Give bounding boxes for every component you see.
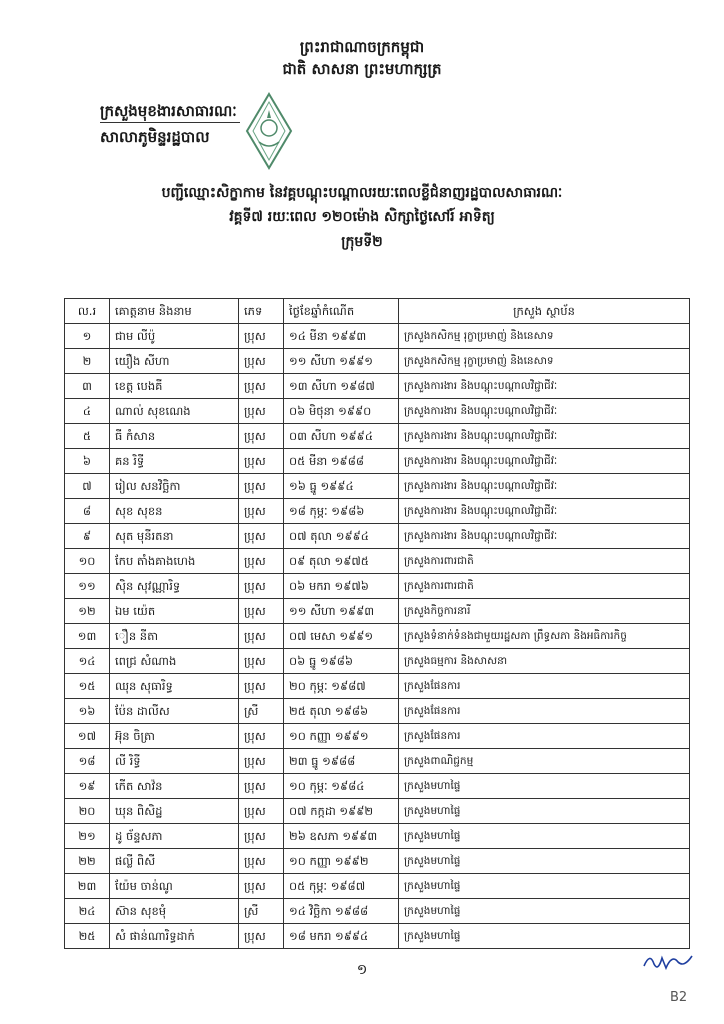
cell-sex: ស្រី bbox=[239, 699, 284, 724]
table-row bbox=[65, 349, 690, 374]
cell-no: ២៤ bbox=[65, 899, 110, 924]
kingdom-heading: ព្រះរាជាណាចក្រកម្ពុជា bbox=[299, 38, 425, 56]
cell-dob: ០៧ មេសា ១៩៩១ bbox=[284, 624, 399, 649]
cell-dob: ១៤ វិច្ឆិកា ១៩៨៨ bbox=[284, 899, 399, 924]
cell-dob: ០៣ សីហា ១៩៩៤ bbox=[284, 424, 399, 449]
cell-name: គន រិទ្ធី bbox=[110, 449, 239, 474]
cell-sex: ប្រុស bbox=[239, 399, 284, 424]
cell-dob: ១៦ ធ្នូ ១៩៩៤ bbox=[284, 474, 399, 499]
cell-no: ១ bbox=[65, 324, 110, 349]
cell-name: ដូ ច័ន្ទសភា bbox=[110, 824, 239, 849]
cell-sex: ប្រុស bbox=[239, 774, 284, 799]
table-row bbox=[65, 474, 690, 499]
cell-dob: ០៥ មីនា ១៩៨៨ bbox=[284, 449, 399, 474]
national-motto: ជាតិ សាសនា ព្រះមហាក្សត្រ bbox=[282, 60, 442, 78]
cell-name: យឿង សីហា bbox=[110, 349, 239, 374]
cell-dob: ០៧ តុលា ១៩៩៤ bbox=[284, 524, 399, 549]
table-row bbox=[65, 924, 690, 949]
cell-institution: ក្រសួងការពារជាតិ bbox=[399, 549, 690, 574]
cell-institution: ក្រសួងមហាផ្ទៃ bbox=[399, 774, 690, 799]
table-row bbox=[65, 624, 690, 649]
school-name: សាលាភូមិន្ទរដ្ឋបាល bbox=[100, 128, 210, 146]
cell-sex: ប្រុស bbox=[239, 674, 284, 699]
cell-institution: ក្រសួងផែនការ bbox=[399, 724, 690, 749]
cell-institution: ក្រសួងកសិកម្ម រុក្ខាប្រមាញ់ និងនេសាទ bbox=[399, 324, 690, 349]
cell-dob: ០៦ ធ្នូ ១៩៨៦ bbox=[284, 649, 399, 674]
ministry-underline bbox=[100, 122, 240, 123]
table-row bbox=[65, 399, 690, 424]
cell-no: ៥ bbox=[65, 424, 110, 449]
cell-sex: ប្រុស bbox=[239, 599, 284, 624]
cell-institution: ក្រសួងការងារ និងបណ្តុះបណ្តាលវិជ្ជាជីវៈ bbox=[399, 449, 690, 474]
school-emblem-icon bbox=[245, 92, 293, 170]
header-institution: ក្រសួង ស្ថាប័ន bbox=[399, 299, 690, 324]
table-row bbox=[65, 899, 690, 924]
cell-institution: ក្រសួងមហាផ្ទៃ bbox=[399, 849, 690, 874]
cell-name: ប៉ែន ដាលីស bbox=[110, 699, 239, 724]
table-row bbox=[65, 374, 690, 399]
cell-institution: ក្រសួងការងារ និងបណ្តុះបណ្តាលវិជ្ជាជីវៈ bbox=[399, 474, 690, 499]
cell-name: លី រិទ្ធី bbox=[110, 749, 239, 774]
cell-name: អ៊ុន ចិត្រា bbox=[110, 724, 239, 749]
cell-no: ៩ bbox=[65, 524, 110, 549]
table-row bbox=[65, 499, 690, 524]
cell-sex: ប្រុស bbox=[239, 374, 284, 399]
cell-no: ១១ bbox=[65, 574, 110, 599]
cell-name: សុត មុនីរតនា bbox=[110, 524, 239, 549]
table-row bbox=[65, 749, 690, 774]
cell-no: ៦ bbox=[65, 449, 110, 474]
cell-institution: ក្រសួងកសិកម្ម រុក្ខាប្រមាញ់ និងនេសាទ bbox=[399, 349, 690, 374]
cell-institution: ក្រសួងការងារ និងបណ្តុះបណ្តាលវិជ្ជាជីវៈ bbox=[399, 424, 690, 449]
cell-institution: ក្រសួងមហាផ្ទៃ bbox=[399, 799, 690, 824]
cell-sex: ប្រុស bbox=[239, 549, 284, 574]
cell-sex: ប្រុស bbox=[239, 474, 284, 499]
cell-dob: ១០ កុម្ភៈ ១៩៨៤ bbox=[284, 774, 399, 799]
cell-name: សំ ផាន់ណារិទ្ធដាក់ bbox=[110, 924, 239, 949]
table-row bbox=[65, 599, 690, 624]
cell-sex: ប្រុស bbox=[239, 799, 284, 824]
cell-dob: ០៥ កុម្ភៈ ១៩៨៧ bbox=[284, 874, 399, 899]
cell-sex: ប្រុស bbox=[239, 624, 284, 649]
cell-dob: ១១ សីហា ១៩៩១ bbox=[284, 349, 399, 374]
table-row bbox=[65, 324, 690, 349]
cell-name: យ៉ែម ចាន់ណូ bbox=[110, 874, 239, 899]
table-row bbox=[65, 724, 690, 749]
cell-name: ផល្លី ពិសី bbox=[110, 849, 239, 874]
cell-no: ២៣ bbox=[65, 874, 110, 899]
cell-sex: ប្រុស bbox=[239, 349, 284, 374]
cell-sex: ប្រុស bbox=[239, 824, 284, 849]
cell-name: ស៊ាន សុខមុំ bbox=[110, 899, 239, 924]
cell-institution: ក្រសួងផែនការ bbox=[399, 699, 690, 724]
cell-dob: ១១ សីហា ១៩៩៣ bbox=[284, 599, 399, 624]
cell-no: ១៤ bbox=[65, 649, 110, 674]
cell-name: ឃុន ពិសិដ្ឋ bbox=[110, 799, 239, 824]
table-row bbox=[65, 774, 690, 799]
cell-no: ៣ bbox=[65, 374, 110, 399]
handwritten-signature bbox=[640, 948, 696, 974]
cell-institution: ក្រសួងការពារជាតិ bbox=[399, 574, 690, 599]
header-name: គោត្តនាម និងនាម bbox=[110, 299, 239, 324]
table-row bbox=[65, 799, 690, 824]
cell-sex: ប្រុស bbox=[239, 499, 284, 524]
table-row bbox=[65, 874, 690, 899]
cell-institution: ក្រសួងធម្មការ និងសាសនា bbox=[399, 649, 690, 674]
participant-table bbox=[64, 298, 690, 949]
cell-no: ១៥ bbox=[65, 674, 110, 699]
table-row bbox=[65, 574, 690, 599]
cell-dob: ១៤ មីនា ១៩៩៣ bbox=[284, 324, 399, 349]
cell-institution: ក្រសួងកិច្ចការនារី bbox=[399, 599, 690, 624]
table-header-row bbox=[65, 299, 690, 324]
cell-dob: ០៩ តុលា ១៩៧៥ bbox=[284, 549, 399, 574]
cell-institution: ក្រសួងមហាផ្ទៃ bbox=[399, 924, 690, 949]
cell-sex: ប្រុស bbox=[239, 924, 284, 949]
cell-institution: ក្រសួងផែនការ bbox=[399, 674, 690, 699]
cell-institution: ក្រសួងមហាផ្ទៃ bbox=[399, 899, 690, 924]
cell-dob: ០៦ មករា ១៩៧៦ bbox=[284, 574, 399, 599]
table-row bbox=[65, 524, 690, 549]
cell-dob: ២៥ តុលា ១៩៨៦ bbox=[284, 699, 399, 724]
header-dob: ថ្ងៃខែឆ្នាំកំណើត bbox=[284, 299, 399, 324]
cell-name: ជាម លីប៉ូ bbox=[110, 324, 239, 349]
cell-no: ១៨ bbox=[65, 749, 110, 774]
cell-name: ឯម យ៉េត bbox=[110, 599, 239, 624]
cell-dob: ០៧ កក្កដា ១៩៩២ bbox=[284, 799, 399, 824]
table-row bbox=[65, 549, 690, 574]
cell-dob: ២៣ ធ្នូ ១៩៨៨ bbox=[284, 749, 399, 774]
cell-name: រៀល សនវិច្ឆិកា bbox=[110, 474, 239, 499]
cell-sex: ប្រុស bbox=[239, 574, 284, 599]
cell-name: ស៊ិន សុវណ្ណារិទ្ធ bbox=[110, 574, 239, 599]
cell-name: កែប តាំងគាងហេង bbox=[110, 549, 239, 574]
cell-no: ២ bbox=[65, 349, 110, 374]
cell-sex: ប្រុស bbox=[239, 324, 284, 349]
cell-no: ១៦ bbox=[65, 699, 110, 724]
cell-institution: ក្រសួងមហាផ្ទៃ bbox=[399, 874, 690, 899]
ministry-name: ក្រសួងមុខងារសាធារណៈ bbox=[100, 102, 237, 120]
cell-dob: ១០ កញ្ញា ១៩៩២ bbox=[284, 849, 399, 874]
cell-sex: ប្រុស bbox=[239, 649, 284, 674]
cell-no: ២៥ bbox=[65, 924, 110, 949]
cell-sex: ប្រុស bbox=[239, 749, 284, 774]
cell-no: ៧ bbox=[65, 474, 110, 499]
table-row bbox=[65, 424, 690, 449]
cell-no: ២២ bbox=[65, 849, 110, 874]
cell-no: ១០ bbox=[65, 549, 110, 574]
cell-no: ៨ bbox=[65, 499, 110, 524]
cell-dob: ១៨ កុម្ភៈ ១៩៨៦ bbox=[284, 499, 399, 524]
table-row bbox=[65, 824, 690, 849]
cell-institution: ក្រសួងពាណិជ្ជកម្ម bbox=[399, 749, 690, 774]
cell-name: ខេត្ត បេងគី bbox=[110, 374, 239, 399]
group-label: ក្រុមទី២ bbox=[341, 234, 383, 250]
cell-dob: ១៣ សីហា ១៩៨៧ bbox=[284, 374, 399, 399]
cell-name: ធី កំសាន bbox=[110, 424, 239, 449]
cell-dob: ២០ កុម្ភៈ ១៩៨៧ bbox=[284, 674, 399, 699]
cell-institution: ក្រសួងការងារ និងបណ្តុះបណ្តាលវិជ្ជាជីវៈ bbox=[399, 524, 690, 549]
header-sex: ភេទ bbox=[239, 299, 284, 324]
table-row bbox=[65, 849, 690, 874]
cell-institution: ក្រសួងការងារ និងបណ្តុះបណ្តាលវិជ្ជាជីវៈ bbox=[399, 374, 690, 399]
cell-sex: ប្រុស bbox=[239, 849, 284, 874]
cell-institution: ក្រសួងការងារ និងបណ្តុះបណ្តាលវិជ្ជាជីវៈ bbox=[399, 399, 690, 424]
table-row bbox=[65, 699, 690, 724]
cell-sex: ស្រី bbox=[239, 899, 284, 924]
cell-name: ឈុន សុធារិទ្ធ bbox=[110, 674, 239, 699]
cell-dob: ១០ កញ្ញា ១៩៩១ bbox=[284, 724, 399, 749]
cell-name: កើត សាវ៉ន bbox=[110, 774, 239, 799]
cell-no: ១២ bbox=[65, 599, 110, 624]
cell-dob: ១៨ មករា ១៩៩៤ bbox=[284, 924, 399, 949]
cell-institution: ក្រសួងមហាផ្ទៃ bbox=[399, 824, 690, 849]
cell-sex: ប្រុស bbox=[239, 449, 284, 474]
cell-institution: ក្រសួងការងារ និងបណ្តុះបណ្តាលវិជ្ជាជីវៈ bbox=[399, 499, 690, 524]
cell-no: ១៣ bbox=[65, 624, 110, 649]
document-title: បញ្ជីឈ្មោះសិក្ខាកាម នៃវគ្គបណ្តុះបណ្តាលរយៈពេលខ្លីជំនាញរដ្ឋបាលសាធារណៈ bbox=[161, 185, 563, 201]
margin-note: B2 bbox=[670, 990, 688, 1005]
cell-no: ៤ bbox=[65, 399, 110, 424]
cell-name: ឿន នីតា bbox=[110, 624, 239, 649]
table-row bbox=[65, 649, 690, 674]
page-number: ១ bbox=[356, 962, 368, 978]
cell-sex: ប្រុស bbox=[239, 524, 284, 549]
cell-dob: ២៦ ឧសភា ១៩៩៣ bbox=[284, 824, 399, 849]
cell-no: ២១ bbox=[65, 824, 110, 849]
table-row bbox=[65, 674, 690, 699]
cell-sex: ប្រុស bbox=[239, 424, 284, 449]
cell-dob: ០៦ មិថុនា ១៩៩០ bbox=[284, 399, 399, 424]
cell-no: ១៩ bbox=[65, 774, 110, 799]
course-info: វគ្គទី៧ រយៈពេល ១២០ម៉ោង សិក្សាថ្ងៃសៅរ៍ អាទិត្យ bbox=[229, 209, 495, 225]
cell-sex: ប្រុស bbox=[239, 874, 284, 899]
cell-name: សុខ សុខន bbox=[110, 499, 239, 524]
cell-no: ២០ bbox=[65, 799, 110, 824]
cell-sex: ប្រុស bbox=[239, 724, 284, 749]
cell-name: ណាល់ សុខណេង bbox=[110, 399, 239, 424]
cell-institution: ក្រសួងទំនាក់ទំនងជាមួយរដ្ឋសភា ព្រឹទ្ធសភា និងអធិការកិច្ច bbox=[399, 624, 690, 649]
cell-name: ពេជ្រ សំណាង bbox=[110, 649, 239, 674]
header-no: ល.រ bbox=[65, 299, 110, 324]
cell-no: ១៧ bbox=[65, 724, 110, 749]
table-row bbox=[65, 449, 690, 474]
